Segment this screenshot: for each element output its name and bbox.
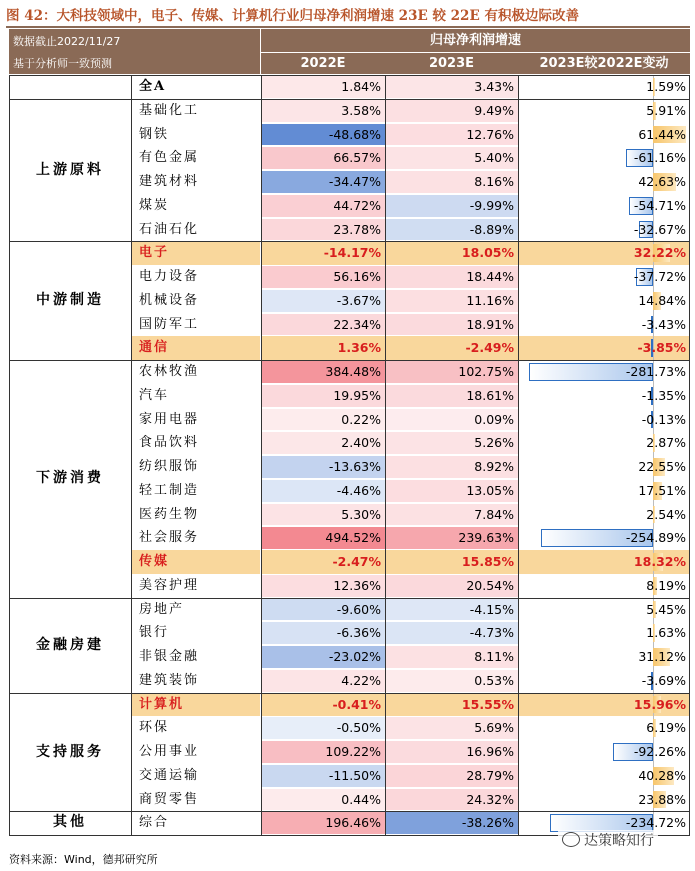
industry-name: 国防军工	[139, 316, 200, 332]
growth-2023e-cell	[385, 218, 518, 242]
growth-2022e-cell	[261, 194, 385, 218]
growth-2022e-cell	[261, 360, 385, 384]
value-text: 66.57%	[333, 150, 381, 166]
value-text: 5.40%	[474, 150, 514, 166]
value-text: 109.22%	[325, 744, 381, 759]
growth-2023e-cell	[385, 811, 518, 835]
wechat-icon	[562, 832, 580, 847]
column-divider	[518, 75, 519, 835]
growth-2023e-cell	[385, 408, 518, 432]
value-text: 1.59%	[646, 79, 686, 94]
growth-2023e-cell	[385, 123, 518, 147]
value-text: 56.16%	[333, 269, 381, 284]
growth-2022e-cell	[261, 289, 385, 313]
industry-name: 建筑装饰	[139, 672, 200, 688]
value-text: -0.41%	[332, 696, 381, 712]
industry-name: 农林牧渔	[139, 364, 200, 379]
change-cell	[518, 455, 690, 479]
growth-2023e-cell	[385, 75, 518, 99]
value-text: 18.44%	[466, 269, 514, 284]
change-cell	[518, 503, 690, 527]
growth-2023e-cell	[385, 170, 518, 194]
value-text: 23.88%	[638, 791, 686, 807]
value-text: -38.26%	[461, 815, 514, 831]
data-date-note: 数据截止2022/11/27	[13, 35, 121, 48]
growth-2022e-cell	[261, 574, 385, 598]
value-text: -48.68%	[328, 126, 381, 142]
value-text: 13.05%	[466, 482, 514, 498]
growth-2022e-cell	[261, 716, 385, 740]
value-text: 18.05%	[461, 245, 514, 261]
value-text: -9.60%	[336, 601, 381, 617]
growth-2022e-cell	[261, 669, 385, 693]
value-text: 7.84%	[474, 506, 514, 522]
value-text: -4.46%	[336, 482, 381, 498]
industry-name: 全A	[139, 79, 167, 94]
growth-2023e-cell	[385, 455, 518, 479]
change-cell	[518, 75, 690, 99]
column-header-2022e: 2022E	[300, 56, 346, 71]
industry-name: 环保	[139, 720, 170, 736]
growth-2022e-cell	[261, 811, 385, 835]
change-cell	[518, 123, 690, 147]
group-label: 下游消费	[36, 470, 104, 486]
growth-2022e-cell	[261, 384, 385, 408]
watermark	[558, 830, 658, 850]
column-divider	[261, 75, 262, 835]
industry-name: 公用事业	[139, 744, 200, 759]
growth-2023e-cell	[385, 336, 518, 360]
growth-2023e-cell	[385, 669, 518, 693]
group-label: 支持服务	[36, 743, 104, 760]
value-text: -3.67%	[336, 292, 381, 308]
value-text: -6.36%	[336, 625, 381, 641]
column-divider	[385, 75, 386, 835]
value-text: 0.44%	[341, 791, 381, 807]
value-text: 5.26%	[474, 435, 514, 451]
value-text: 23.78%	[333, 221, 381, 237]
value-text: -1.35%	[641, 387, 686, 403]
value-text: 12.36%	[333, 577, 381, 593]
value-text: 2.54%	[646, 506, 686, 522]
growth-2022e-cell	[261, 99, 385, 123]
growth-2023e-cell	[385, 716, 518, 740]
value-text: 2.40%	[341, 435, 381, 451]
growth-2023e-cell	[385, 99, 518, 123]
value-text: 32.22%	[633, 245, 686, 261]
growth-2022e-cell	[261, 503, 385, 527]
industry-name: 食品饮料	[139, 435, 200, 451]
growth-2022e-cell	[261, 598, 385, 622]
value-text: -11.50%	[328, 767, 381, 783]
growth-2023e-cell	[385, 764, 518, 788]
value-text: 5.69%	[474, 720, 514, 736]
value-text: 17.51%	[638, 482, 686, 498]
value-text: -2.47%	[332, 554, 381, 569]
industry-name: 有色金属	[139, 150, 200, 166]
value-text: -54.71%	[633, 197, 686, 213]
industry-name: 电力设备	[139, 269, 200, 284]
change-cell	[518, 550, 690, 574]
growth-2023e-cell	[385, 550, 518, 574]
growth-2023e-cell	[385, 384, 518, 408]
value-text: 24.32%	[466, 791, 514, 807]
value-text: 16.96%	[466, 744, 514, 759]
growth-2022e-cell	[261, 408, 385, 432]
growth-2023e-cell	[385, 693, 518, 717]
growth-2023e-cell	[385, 740, 518, 764]
value-text: 12.76%	[466, 126, 514, 142]
change-cell	[518, 574, 690, 598]
growth-2023e-cell	[385, 265, 518, 289]
column-divider	[131, 75, 132, 835]
change-cell	[518, 621, 690, 645]
industry-name: 石油石化	[139, 221, 200, 237]
change-cell	[518, 669, 690, 693]
value-text: 5.91%	[646, 102, 686, 118]
value-text: -32.67%	[633, 221, 686, 237]
value-text: 5.30%	[341, 506, 381, 522]
column-header-change: 2023E较2022E变动	[539, 56, 669, 71]
growth-2022e-cell	[261, 146, 385, 170]
group-label: 中游制造	[36, 292, 104, 309]
growth-2022e-cell	[261, 621, 385, 645]
header-meta	[9, 29, 260, 74]
value-text: 2.87%	[646, 435, 686, 451]
growth-2023e-cell	[385, 194, 518, 218]
growth-2022e-cell	[261, 123, 385, 147]
value-text: 8.19%	[646, 577, 686, 593]
value-text: 15.55%	[461, 696, 514, 712]
value-text: 19.95%	[333, 387, 381, 403]
value-text: 20.54%	[466, 577, 514, 593]
change-cell	[518, 479, 690, 503]
value-text: -23.02%	[328, 649, 381, 664]
growth-2022e-cell	[261, 313, 385, 337]
growth-2023e-cell	[385, 574, 518, 598]
change-cell	[518, 598, 690, 622]
growth-2022e-cell	[261, 75, 385, 99]
value-text: 102.75%	[458, 364, 514, 379]
change-cell	[518, 194, 690, 218]
industry-name: 机械设备	[139, 292, 200, 308]
value-text: 22.55%	[638, 459, 686, 474]
value-text: 31.12%	[638, 649, 686, 664]
value-text: 15.96%	[633, 696, 686, 712]
value-text: -254.89%	[625, 530, 686, 546]
value-text: -14.17%	[323, 245, 381, 261]
value-text: -3.69%	[641, 672, 686, 688]
watermark-text: 达策略知行	[584, 833, 654, 849]
change-cell	[518, 716, 690, 740]
value-text: 239.63%	[458, 530, 514, 546]
growth-2023e-cell	[385, 479, 518, 503]
group-label: 金融房建	[36, 636, 104, 653]
value-text: -4.15%	[469, 601, 514, 617]
change-cell	[518, 241, 690, 265]
change-cell	[518, 289, 690, 313]
industry-name: 综合	[139, 815, 170, 831]
industry-name: 社会服务	[139, 530, 200, 546]
group-header: 归母净利润增速	[429, 33, 521, 48]
value-text: 3.43%	[474, 79, 514, 94]
growth-2023e-cell	[385, 313, 518, 337]
value-text: 0.22%	[341, 411, 381, 427]
value-text: -2.49%	[465, 340, 514, 356]
value-text: 5.45%	[646, 601, 686, 617]
growth-2022e-cell	[261, 740, 385, 764]
change-cell	[518, 146, 690, 170]
value-text: -4.73%	[469, 625, 514, 641]
growth-2022e-cell	[261, 479, 385, 503]
growth-2022e-cell	[261, 550, 385, 574]
change-cell	[518, 693, 690, 717]
value-text: -34.47%	[328, 174, 381, 189]
industry-name: 交通运输	[139, 767, 200, 783]
value-text: 3.58%	[341, 102, 381, 118]
industry-name: 家用电器	[139, 411, 200, 427]
growth-2023e-cell	[385, 360, 518, 384]
value-text: -0.13%	[641, 411, 686, 427]
value-text: -3.85%	[637, 340, 686, 356]
change-cell	[518, 645, 690, 669]
value-text: 9.49%	[474, 102, 514, 118]
value-text: 494.52%	[325, 530, 381, 546]
growth-2022e-cell	[261, 455, 385, 479]
growth-2022e-cell	[261, 431, 385, 455]
change-cell	[518, 788, 690, 812]
industry-name: 房地产	[139, 601, 185, 617]
value-text: -13.63%	[328, 459, 381, 474]
growth-2023e-cell	[385, 621, 518, 645]
industry-name: 通信	[131, 336, 260, 360]
value-text: 11.16%	[466, 292, 514, 308]
growth-2023e-cell	[385, 503, 518, 527]
value-text: -61.16%	[633, 150, 686, 166]
change-cell	[518, 431, 690, 455]
value-text: 1.84%	[341, 79, 381, 94]
growth-2023e-cell	[385, 146, 518, 170]
growth-2022e-cell	[261, 764, 385, 788]
growth-2023e-cell	[385, 289, 518, 313]
value-text: 8.92%	[474, 459, 514, 474]
group-label: 其他	[53, 814, 87, 831]
value-text: 8.16%	[474, 174, 514, 189]
change-cell	[518, 384, 690, 408]
value-text: -9.99%	[469, 197, 514, 213]
growth-2023e-cell	[385, 431, 518, 455]
industry-name: 钢铁	[139, 126, 170, 142]
change-cell	[518, 218, 690, 242]
growth-2023e-cell	[385, 241, 518, 265]
industry-name: 美容护理	[139, 577, 200, 593]
value-text: 22.34%	[333, 316, 381, 332]
industry-name: 电子	[131, 241, 260, 265]
change-cell	[518, 526, 690, 550]
value-text: 40.28%	[638, 767, 686, 783]
forecast-basis-note: 基于分析师一致预测	[13, 57, 112, 70]
group-label	[9, 75, 131, 99]
change-cell	[518, 336, 690, 360]
industry-name: 医药生物	[139, 506, 200, 522]
growth-2022e-cell	[261, 265, 385, 289]
growth-2022e-cell	[261, 241, 385, 265]
industry-name: 商贸零售	[139, 791, 200, 807]
growth-2022e-cell	[261, 788, 385, 812]
growth-2023e-cell	[385, 526, 518, 550]
industry-name: 建筑材料	[139, 174, 200, 189]
value-text: -37.72%	[633, 269, 686, 284]
value-text: 1.63%	[646, 625, 686, 641]
value-text: 18.32%	[633, 554, 686, 569]
value-text: 42.63%	[638, 174, 686, 189]
growth-2023e-cell	[385, 788, 518, 812]
value-text: -92.26%	[633, 744, 686, 759]
value-text: 15.85%	[461, 554, 514, 569]
value-text: 61.44%	[638, 126, 686, 142]
value-text: 14.84%	[638, 292, 686, 308]
growth-2022e-cell	[261, 526, 385, 550]
value-text: -234.72%	[625, 815, 686, 831]
change-cell	[518, 99, 690, 123]
value-text: -0.50%	[336, 720, 381, 736]
table-header	[9, 29, 690, 74]
growth-2022e-cell	[261, 693, 385, 717]
industry-name: 传媒	[131, 550, 260, 574]
column-header-2023e: 2023E	[428, 56, 475, 71]
change-cell	[518, 764, 690, 788]
growth-2022e-cell	[261, 218, 385, 242]
source-note: 资料来源：Wind，德邦研究所	[9, 853, 158, 866]
value-text: -281.73%	[625, 364, 686, 379]
value-text: 44.72%	[333, 197, 381, 213]
value-text: -3.43%	[641, 316, 686, 332]
industry-name: 纺织服饰	[139, 459, 200, 474]
industry-name: 银行	[139, 625, 170, 641]
value-text: 18.61%	[466, 387, 514, 403]
industry-name: 汽车	[139, 387, 170, 403]
change-cell	[518, 408, 690, 432]
change-cell	[518, 170, 690, 194]
growth-2022e-cell	[261, 645, 385, 669]
group-label: 上游原料	[36, 161, 104, 178]
industry-name: 轻工制造	[139, 482, 200, 498]
value-text: 6.19%	[646, 720, 686, 736]
industry-name: 非银金融	[139, 649, 200, 664]
industry-name: 基础化工	[139, 102, 200, 118]
value-text: 1.36%	[337, 340, 381, 356]
value-text: 28.79%	[466, 767, 514, 783]
value-text: 0.53%	[474, 672, 514, 688]
value-text: 4.22%	[341, 672, 381, 688]
change-cell	[518, 265, 690, 289]
growth-2022e-cell	[261, 170, 385, 194]
industry-name: 煤炭	[139, 197, 170, 213]
growth-2023e-cell	[385, 645, 518, 669]
value-text: 196.46%	[325, 815, 381, 831]
title-rule	[6, 26, 690, 28]
change-cell	[518, 360, 690, 384]
growth-2022e-cell	[261, 336, 385, 360]
change-cell	[518, 313, 690, 337]
figure-title: 图 42：大科技领域中，电子、传媒、计算机行业归母净利润增速 23E 较 22E 有积极边际改善	[6, 8, 579, 24]
value-text: 8.11%	[474, 649, 514, 664]
value-text: 0.09%	[474, 411, 514, 427]
value-text: 18.91%	[466, 316, 514, 332]
value-text: 384.48%	[325, 364, 381, 379]
change-cell	[518, 740, 690, 764]
value-text: -8.89%	[469, 221, 514, 237]
industry-name: 计算机	[131, 693, 260, 717]
growth-2023e-cell	[385, 598, 518, 622]
